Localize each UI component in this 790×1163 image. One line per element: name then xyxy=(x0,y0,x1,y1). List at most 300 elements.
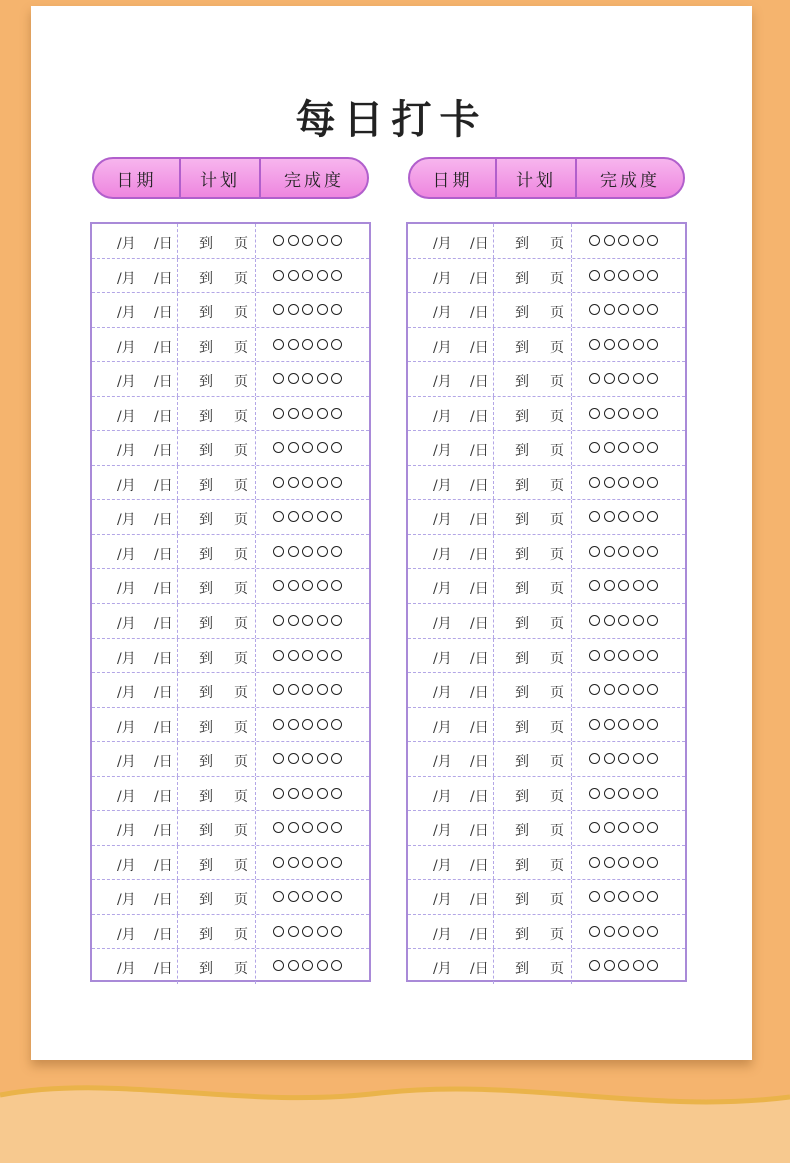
day-field[interactable]: /日 xyxy=(470,719,489,736)
completion-circle[interactable] xyxy=(633,477,644,488)
day-field[interactable]: /日 xyxy=(470,339,489,356)
completion-circle[interactable] xyxy=(647,719,658,730)
day-field[interactable]: /日 xyxy=(154,512,173,529)
day-field[interactable]: /日 xyxy=(470,616,489,633)
completion-circle[interactable] xyxy=(618,477,629,488)
month-field[interactable]: /月 xyxy=(117,236,136,252)
day-field[interactable]: /日 xyxy=(470,546,489,563)
completion-circle[interactable] xyxy=(633,960,644,971)
completion-circle[interactable] xyxy=(302,960,313,971)
month-field[interactable]: /月 xyxy=(433,754,452,771)
day-field[interactable]: /日 xyxy=(470,581,489,598)
month-field[interactable]: /月 xyxy=(433,788,452,805)
completion-circle[interactable] xyxy=(633,546,644,557)
day-field[interactable]: /日 xyxy=(154,443,173,460)
completion-circle[interactable] xyxy=(331,615,342,626)
completion-circle[interactable] xyxy=(589,788,600,799)
day-field[interactable]: /日 xyxy=(154,581,173,598)
completion-circle[interactable] xyxy=(604,304,615,315)
completion-circle[interactable] xyxy=(647,891,658,902)
completion-circle[interactable] xyxy=(331,546,342,557)
completion-circle[interactable] xyxy=(647,650,658,661)
completion-circle[interactable] xyxy=(288,408,299,419)
month-field[interactable]: /月 xyxy=(117,339,136,356)
day-field[interactable]: /日 xyxy=(154,961,173,978)
completion-circle[interactable] xyxy=(317,339,328,350)
completion-circle[interactable] xyxy=(317,684,328,695)
completion-circle[interactable] xyxy=(589,408,600,419)
day-field[interactable]: /日 xyxy=(470,823,489,840)
day-field[interactable]: /日 xyxy=(154,857,173,874)
completion-circle[interactable] xyxy=(633,580,644,591)
completion-circle[interactable] xyxy=(302,511,313,522)
completion-circle[interactable] xyxy=(288,891,299,902)
day-field[interactable]: /日 xyxy=(154,374,173,391)
completion-circle[interactable] xyxy=(317,719,328,730)
completion-circle[interactable] xyxy=(604,926,615,937)
completion-circle[interactable] xyxy=(288,960,299,971)
completion-circle[interactable] xyxy=(647,753,658,764)
completion-circle[interactable] xyxy=(647,788,658,799)
completion-circle[interactable] xyxy=(589,650,600,661)
month-field[interactable]: /月 xyxy=(117,374,136,391)
completion-circle[interactable] xyxy=(302,891,313,902)
completion-circle[interactable] xyxy=(604,788,615,799)
completion-circle[interactable] xyxy=(604,822,615,833)
completion-circle[interactable] xyxy=(589,270,600,281)
completion-circle[interactable] xyxy=(633,719,644,730)
month-field[interactable]: /月 xyxy=(433,685,452,702)
day-field[interactable]: /日 xyxy=(470,443,489,460)
day-field[interactable]: /日 xyxy=(470,650,489,667)
completion-circle[interactable] xyxy=(317,926,328,937)
completion-circle[interactable] xyxy=(288,615,299,626)
completion-circle[interactable] xyxy=(317,650,328,661)
completion-circle[interactable] xyxy=(331,580,342,591)
completion-circle[interactable] xyxy=(273,477,284,488)
completion-circle[interactable] xyxy=(273,650,284,661)
completion-circle[interactable] xyxy=(589,511,600,522)
completion-circle[interactable] xyxy=(633,753,644,764)
completion-circle[interactable] xyxy=(331,477,342,488)
month-field[interactable]: /月 xyxy=(433,339,452,356)
completion-circle[interactable] xyxy=(288,235,299,246)
completion-circle[interactable] xyxy=(273,857,284,868)
completion-circle[interactable] xyxy=(647,822,658,833)
completion-circle[interactable] xyxy=(618,442,629,453)
completion-circle[interactable] xyxy=(273,408,284,419)
completion-circle[interactable] xyxy=(331,511,342,522)
month-field[interactable]: /月 xyxy=(117,857,136,874)
completion-circle[interactable] xyxy=(633,926,644,937)
completion-circle[interactable] xyxy=(618,408,629,419)
month-field[interactable]: /月 xyxy=(117,754,136,771)
completion-circle[interactable] xyxy=(331,926,342,937)
completion-circle[interactable] xyxy=(331,650,342,661)
completion-circle[interactable] xyxy=(302,270,313,281)
completion-circle[interactable] xyxy=(302,580,313,591)
completion-circle[interactable] xyxy=(589,857,600,868)
month-field[interactable]: /月 xyxy=(117,892,136,909)
day-field[interactable]: /日 xyxy=(154,270,173,287)
completion-circle[interactable] xyxy=(618,615,629,626)
month-field[interactable]: /月 xyxy=(433,961,452,978)
completion-circle[interactable] xyxy=(317,304,328,315)
completion-circle[interactable] xyxy=(647,477,658,488)
completion-circle[interactable] xyxy=(647,339,658,350)
completion-circle[interactable] xyxy=(288,339,299,350)
completion-circle[interactable] xyxy=(589,891,600,902)
completion-circle[interactable] xyxy=(302,304,313,315)
month-field[interactable]: /月 xyxy=(433,512,452,529)
completion-circle[interactable] xyxy=(302,788,313,799)
completion-circle[interactable] xyxy=(331,857,342,868)
completion-circle[interactable] xyxy=(288,270,299,281)
month-field[interactable]: /月 xyxy=(433,892,452,909)
completion-circle[interactable] xyxy=(618,788,629,799)
day-field[interactable]: /日 xyxy=(470,926,489,943)
completion-circle[interactable] xyxy=(302,615,313,626)
completion-circle[interactable] xyxy=(331,960,342,971)
completion-circle[interactable] xyxy=(618,580,629,591)
completion-circle[interactable] xyxy=(317,511,328,522)
month-field[interactable]: /月 xyxy=(433,581,452,598)
completion-circle[interactable] xyxy=(317,788,328,799)
completion-circle[interactable] xyxy=(589,822,600,833)
month-field[interactable]: /月 xyxy=(117,546,136,563)
completion-circle[interactable] xyxy=(273,753,284,764)
completion-circle[interactable] xyxy=(647,684,658,695)
day-field[interactable]: /日 xyxy=(470,270,489,287)
completion-circle[interactable] xyxy=(589,926,600,937)
completion-circle[interactable] xyxy=(618,684,629,695)
completion-circle[interactable] xyxy=(647,511,658,522)
completion-circle[interactable] xyxy=(288,788,299,799)
day-field[interactable]: /日 xyxy=(154,616,173,633)
completion-circle[interactable] xyxy=(589,235,600,246)
completion-circle[interactable] xyxy=(618,719,629,730)
completion-circle[interactable] xyxy=(647,408,658,419)
month-field[interactable]: /月 xyxy=(117,270,136,287)
completion-circle[interactable] xyxy=(633,339,644,350)
completion-circle[interactable] xyxy=(604,339,615,350)
completion-circle[interactable] xyxy=(604,960,615,971)
completion-circle[interactable] xyxy=(633,650,644,661)
completion-circle[interactable] xyxy=(273,788,284,799)
day-field[interactable]: /日 xyxy=(470,512,489,529)
completion-circle[interactable] xyxy=(604,235,615,246)
completion-circle[interactable] xyxy=(302,857,313,868)
completion-circle[interactable] xyxy=(273,270,284,281)
completion-circle[interactable] xyxy=(604,373,615,384)
completion-circle[interactable] xyxy=(589,477,600,488)
day-field[interactable]: /日 xyxy=(154,823,173,840)
completion-circle[interactable] xyxy=(273,511,284,522)
completion-circle[interactable] xyxy=(633,373,644,384)
completion-circle[interactable] xyxy=(331,684,342,695)
completion-circle[interactable] xyxy=(604,511,615,522)
completion-circle[interactable] xyxy=(589,719,600,730)
day-field[interactable]: /日 xyxy=(470,754,489,771)
completion-circle[interactable] xyxy=(589,442,600,453)
completion-circle[interactable] xyxy=(288,511,299,522)
month-field[interactable]: /月 xyxy=(433,443,452,460)
completion-circle[interactable] xyxy=(618,304,629,315)
completion-circle[interactable] xyxy=(273,926,284,937)
month-field[interactable]: /月 xyxy=(117,788,136,805)
completion-circle[interactable] xyxy=(302,235,313,246)
day-field[interactable]: /日 xyxy=(154,236,173,252)
completion-circle[interactable] xyxy=(288,857,299,868)
completion-circle[interactable] xyxy=(273,684,284,695)
completion-circle[interactable] xyxy=(618,960,629,971)
completion-circle[interactable] xyxy=(317,753,328,764)
completion-circle[interactable] xyxy=(273,546,284,557)
day-field[interactable]: /日 xyxy=(154,892,173,909)
month-field[interactable]: /月 xyxy=(433,546,452,563)
completion-circle[interactable] xyxy=(317,857,328,868)
completion-circle[interactable] xyxy=(618,511,629,522)
day-field[interactable]: /日 xyxy=(470,685,489,702)
month-field[interactable]: /月 xyxy=(433,650,452,667)
completion-circle[interactable] xyxy=(288,373,299,384)
completion-circle[interactable] xyxy=(618,339,629,350)
completion-circle[interactable] xyxy=(589,684,600,695)
completion-circle[interactable] xyxy=(317,891,328,902)
completion-circle[interactable] xyxy=(288,650,299,661)
completion-circle[interactable] xyxy=(647,373,658,384)
completion-circle[interactable] xyxy=(288,580,299,591)
completion-circle[interactable] xyxy=(647,580,658,591)
month-field[interactable]: /月 xyxy=(433,926,452,943)
completion-circle[interactable] xyxy=(317,235,328,246)
month-field[interactable]: /月 xyxy=(117,581,136,598)
completion-circle[interactable] xyxy=(604,719,615,730)
month-field[interactable]: /月 xyxy=(433,270,452,287)
day-field[interactable]: /日 xyxy=(154,754,173,771)
completion-circle[interactable] xyxy=(633,822,644,833)
completion-circle[interactable] xyxy=(288,546,299,557)
month-field[interactable]: /月 xyxy=(117,961,136,978)
completion-circle[interactable] xyxy=(633,615,644,626)
completion-circle[interactable] xyxy=(647,442,658,453)
completion-circle[interactable] xyxy=(618,753,629,764)
completion-circle[interactable] xyxy=(302,408,313,419)
completion-circle[interactable] xyxy=(273,304,284,315)
completion-circle[interactable] xyxy=(331,753,342,764)
completion-circle[interactable] xyxy=(647,270,658,281)
month-field[interactable]: /月 xyxy=(433,857,452,874)
day-field[interactable]: /日 xyxy=(470,408,489,425)
day-field[interactable]: /日 xyxy=(154,926,173,943)
completion-circle[interactable] xyxy=(589,304,600,315)
month-field[interactable]: /月 xyxy=(433,616,452,633)
completion-circle[interactable] xyxy=(647,857,658,868)
completion-circle[interactable] xyxy=(618,650,629,661)
completion-circle[interactable] xyxy=(317,373,328,384)
month-field[interactable]: /月 xyxy=(117,305,136,322)
completion-circle[interactable] xyxy=(647,926,658,937)
completion-circle[interactable] xyxy=(273,719,284,730)
completion-circle[interactable] xyxy=(331,235,342,246)
day-field[interactable]: /日 xyxy=(154,719,173,736)
completion-circle[interactable] xyxy=(604,477,615,488)
completion-circle[interactable] xyxy=(273,960,284,971)
month-field[interactable]: /月 xyxy=(433,408,452,425)
completion-circle[interactable] xyxy=(273,891,284,902)
completion-circle[interactable] xyxy=(633,304,644,315)
completion-circle[interactable] xyxy=(618,857,629,868)
completion-circle[interactable] xyxy=(302,822,313,833)
month-field[interactable]: /月 xyxy=(117,650,136,667)
day-field[interactable]: /日 xyxy=(470,857,489,874)
completion-circle[interactable] xyxy=(589,580,600,591)
completion-circle[interactable] xyxy=(647,960,658,971)
completion-circle[interactable] xyxy=(604,753,615,764)
completion-circle[interactable] xyxy=(302,339,313,350)
completion-circle[interactable] xyxy=(589,615,600,626)
completion-circle[interactable] xyxy=(633,442,644,453)
completion-circle[interactable] xyxy=(273,615,284,626)
completion-circle[interactable] xyxy=(288,442,299,453)
completion-circle[interactable] xyxy=(288,926,299,937)
month-field[interactable]: /月 xyxy=(117,512,136,529)
completion-circle[interactable] xyxy=(633,235,644,246)
month-field[interactable]: /月 xyxy=(117,685,136,702)
completion-circle[interactable] xyxy=(331,822,342,833)
day-field[interactable]: /日 xyxy=(154,305,173,322)
day-field[interactable]: /日 xyxy=(154,685,173,702)
completion-circle[interactable] xyxy=(604,615,615,626)
day-field[interactable]: /日 xyxy=(154,477,173,494)
completion-circle[interactable] xyxy=(604,546,615,557)
completion-circle[interactable] xyxy=(331,719,342,730)
completion-circle[interactable] xyxy=(618,822,629,833)
completion-circle[interactable] xyxy=(633,511,644,522)
completion-circle[interactable] xyxy=(302,546,313,557)
day-field[interactable]: /日 xyxy=(154,408,173,425)
completion-circle[interactable] xyxy=(331,442,342,453)
completion-circle[interactable] xyxy=(317,477,328,488)
completion-circle[interactable] xyxy=(302,650,313,661)
completion-circle[interactable] xyxy=(647,615,658,626)
completion-circle[interactable] xyxy=(302,719,313,730)
completion-circle[interactable] xyxy=(317,442,328,453)
day-field[interactable]: /日 xyxy=(154,546,173,563)
month-field[interactable]: /月 xyxy=(117,443,136,460)
day-field[interactable]: /日 xyxy=(470,477,489,494)
completion-circle[interactable] xyxy=(604,857,615,868)
month-field[interactable]: /月 xyxy=(117,477,136,494)
month-field[interactable]: /月 xyxy=(117,926,136,943)
month-field[interactable]: /月 xyxy=(117,823,136,840)
completion-circle[interactable] xyxy=(288,684,299,695)
completion-circle[interactable] xyxy=(302,753,313,764)
completion-circle[interactable] xyxy=(331,373,342,384)
month-field[interactable]: /月 xyxy=(433,305,452,322)
day-field[interactable]: /日 xyxy=(470,374,489,391)
day-field[interactable]: /日 xyxy=(154,788,173,805)
month-field[interactable]: /月 xyxy=(117,719,136,736)
completion-circle[interactable] xyxy=(317,822,328,833)
completion-circle[interactable] xyxy=(331,891,342,902)
completion-circle[interactable] xyxy=(633,891,644,902)
completion-circle[interactable] xyxy=(618,926,629,937)
day-field[interactable]: /日 xyxy=(154,650,173,667)
completion-circle[interactable] xyxy=(317,408,328,419)
completion-circle[interactable] xyxy=(273,373,284,384)
completion-circle[interactable] xyxy=(633,788,644,799)
completion-circle[interactable] xyxy=(302,373,313,384)
completion-circle[interactable] xyxy=(589,546,600,557)
completion-circle[interactable] xyxy=(604,270,615,281)
day-field[interactable]: /日 xyxy=(470,892,489,909)
completion-circle[interactable] xyxy=(288,753,299,764)
completion-circle[interactable] xyxy=(647,304,658,315)
completion-circle[interactable] xyxy=(302,926,313,937)
completion-circle[interactable] xyxy=(273,580,284,591)
month-field[interactable]: /月 xyxy=(117,408,136,425)
completion-circle[interactable] xyxy=(331,339,342,350)
completion-circle[interactable] xyxy=(618,891,629,902)
completion-circle[interactable] xyxy=(618,270,629,281)
completion-circle[interactable] xyxy=(302,442,313,453)
completion-circle[interactable] xyxy=(302,477,313,488)
day-field[interactable]: /日 xyxy=(470,305,489,322)
completion-circle[interactable] xyxy=(273,235,284,246)
completion-circle[interactable] xyxy=(317,580,328,591)
completion-circle[interactable] xyxy=(633,684,644,695)
completion-circle[interactable] xyxy=(604,408,615,419)
completion-circle[interactable] xyxy=(604,891,615,902)
completion-circle[interactable] xyxy=(589,373,600,384)
day-field[interactable]: /日 xyxy=(470,961,489,978)
day-field[interactable]: /日 xyxy=(470,788,489,805)
month-field[interactable]: /月 xyxy=(433,374,452,391)
completion-circle[interactable] xyxy=(633,270,644,281)
completion-circle[interactable] xyxy=(331,270,342,281)
day-field[interactable]: /日 xyxy=(154,339,173,356)
completion-circle[interactable] xyxy=(317,546,328,557)
completion-circle[interactable] xyxy=(317,615,328,626)
completion-circle[interactable] xyxy=(589,960,600,971)
month-field[interactable]: /月 xyxy=(433,236,452,252)
completion-circle[interactable] xyxy=(288,477,299,488)
completion-circle[interactable] xyxy=(273,442,284,453)
completion-circle[interactable] xyxy=(618,235,629,246)
completion-circle[interactable] xyxy=(331,304,342,315)
day-field[interactable]: /日 xyxy=(470,236,489,252)
completion-circle[interactable] xyxy=(317,270,328,281)
completion-circle[interactable] xyxy=(589,339,600,350)
completion-circle[interactable] xyxy=(618,373,629,384)
completion-circle[interactable] xyxy=(604,580,615,591)
month-field[interactable]: /月 xyxy=(433,823,452,840)
completion-circle[interactable] xyxy=(331,408,342,419)
month-field[interactable]: /月 xyxy=(433,719,452,736)
completion-circle[interactable] xyxy=(647,546,658,557)
month-field[interactable]: /月 xyxy=(117,616,136,633)
completion-circle[interactable] xyxy=(288,304,299,315)
completion-circle[interactable] xyxy=(317,960,328,971)
month-field[interactable]: /月 xyxy=(433,477,452,494)
completion-circle[interactable] xyxy=(647,235,658,246)
completion-circle[interactable] xyxy=(604,442,615,453)
completion-circle[interactable] xyxy=(302,684,313,695)
completion-circle[interactable] xyxy=(288,719,299,730)
completion-circle[interactable] xyxy=(618,546,629,557)
completion-circle[interactable] xyxy=(331,788,342,799)
